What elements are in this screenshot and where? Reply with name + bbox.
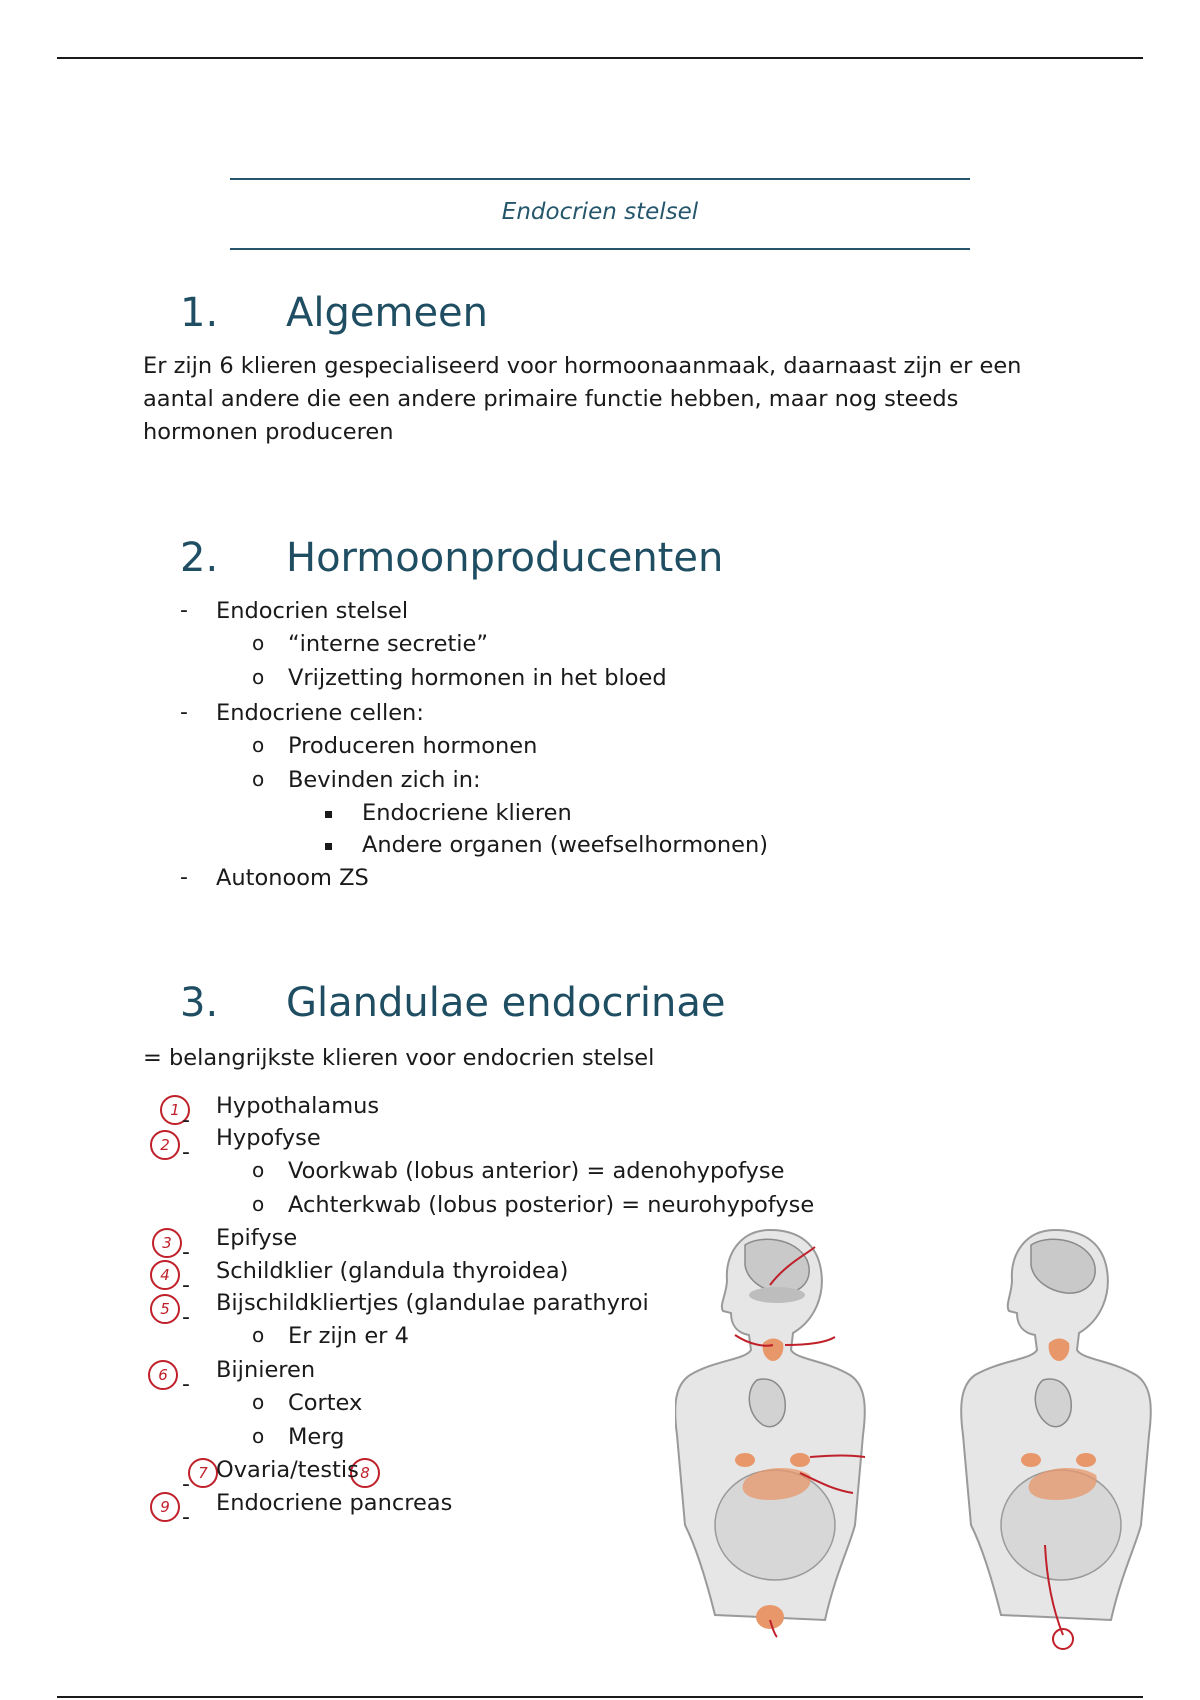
circle-bullet: o: [252, 1158, 265, 1182]
list-item: Produceren hormonen: [288, 733, 538, 759]
dash-marker: -: [182, 1273, 190, 1298]
section-3-heading: [180, 980, 726, 1026]
list-item: Schildklier (glandula thyroidea): [216, 1258, 569, 1284]
square-bullet: [325, 843, 332, 850]
circle-bullet: o: [252, 1323, 265, 1347]
list-item: Er zijn er 4: [288, 1323, 409, 1349]
dash-marker: -: [182, 1305, 190, 1330]
circle-bullet: o: [252, 1192, 265, 1216]
section-1-paragraph: Er zijn 6 klieren gespecialiseerd voor hormoonaanmaak, daarnaast zijn er een aantal andere die een andere primaire functie hebben, maar nog steeds hormonen produceren: [143, 353, 1022, 445]
list-item: Endocriene klieren: [362, 800, 572, 826]
list-item: Achterkwab (lobus posterior) = neurohypofyse: [288, 1192, 815, 1218]
endocrine-anatomy-illustration: [675, 1225, 1175, 1655]
list-item: Bijschildkliertjes (glandulae parathyroi: [216, 1290, 649, 1316]
list-item: “interne secretie”: [288, 631, 489, 657]
dash-marker: -: [180, 700, 188, 725]
section-2-number: 2.: [180, 535, 219, 581]
annotation-circle-9: 9: [150, 1492, 180, 1522]
annotation-circle-6: 6: [148, 1360, 178, 1390]
list-item: Autonoom ZS: [216, 865, 369, 891]
circle-bullet: o: [252, 1424, 265, 1448]
dash-marker: -: [182, 1505, 190, 1530]
dash-marker: -: [180, 598, 188, 623]
list-item: Endocrien stelsel: [216, 598, 409, 624]
list-item: Merg: [288, 1424, 345, 1450]
section-2-title: Hormoonproducenten: [286, 535, 724, 581]
top-page-rule: [57, 57, 1143, 59]
section-1-heading: [180, 290, 488, 336]
annotation-circle-4: 4: [150, 1260, 180, 1290]
circle-bullet: o: [252, 733, 265, 757]
section-3-number: 3.: [180, 980, 219, 1026]
list-item: Ovaria/testis: [216, 1457, 359, 1483]
list-item: Endocriene cellen:: [216, 700, 424, 726]
circle-bullet: o: [252, 665, 265, 689]
left-figure: [675, 1230, 865, 1637]
annotation-circle-7: 7: [188, 1458, 218, 1488]
circle-bullet: o: [252, 631, 265, 655]
title-rule-top: [230, 178, 970, 180]
annotation-circle-2: 2: [150, 1130, 180, 1160]
dash-marker: -: [182, 1140, 190, 1165]
list-item: Hypofyse: [216, 1125, 321, 1151]
dash-marker: -: [180, 865, 188, 890]
section-1-title: Algemeen: [286, 290, 489, 336]
list-item: Bevinden zich in:: [288, 767, 481, 793]
list-item: Endocriene pancreas: [216, 1490, 453, 1516]
dash-marker: -: [182, 1240, 190, 1265]
right-figure: [961, 1230, 1151, 1649]
list-item: Epifyse: [216, 1225, 298, 1251]
square-bullet: [325, 811, 332, 818]
annotation-circle-5: 5: [150, 1294, 180, 1324]
annotation-circle-8: 8: [350, 1458, 380, 1488]
list-item: Bijnieren: [216, 1357, 316, 1383]
list-item: Andere organen (weefselhormonen): [362, 832, 769, 858]
circle-bullet: o: [252, 767, 265, 791]
annotation-circle-1: 1: [160, 1095, 190, 1125]
section-3-title: Glandulae endocrinae: [286, 980, 726, 1026]
section-1-number: 1.: [180, 290, 219, 336]
section-3-intro: = belangrijkste klieren voor endocrien stelsel: [143, 1045, 655, 1071]
list-item: Vrijzetting hormonen in het bloed: [288, 665, 667, 691]
dash-marker: -: [182, 1472, 190, 1497]
title-rule-bottom: [230, 248, 970, 250]
annotation-circle-3: 3: [152, 1228, 182, 1258]
section-2-heading: [180, 535, 723, 581]
bottom-page-rule: [57, 1696, 1143, 1698]
list-item: Cortex: [288, 1390, 363, 1416]
dash-marker: -: [182, 1108, 190, 1133]
list-item: Voorkwab (lobus anterior) = adenohypofyse: [288, 1158, 785, 1184]
dash-marker: -: [182, 1372, 190, 1397]
circle-bullet: o: [252, 1390, 265, 1414]
list-item: Hypothalamus: [216, 1093, 380, 1119]
document-title: Endocrien stelsel: [501, 199, 699, 225]
